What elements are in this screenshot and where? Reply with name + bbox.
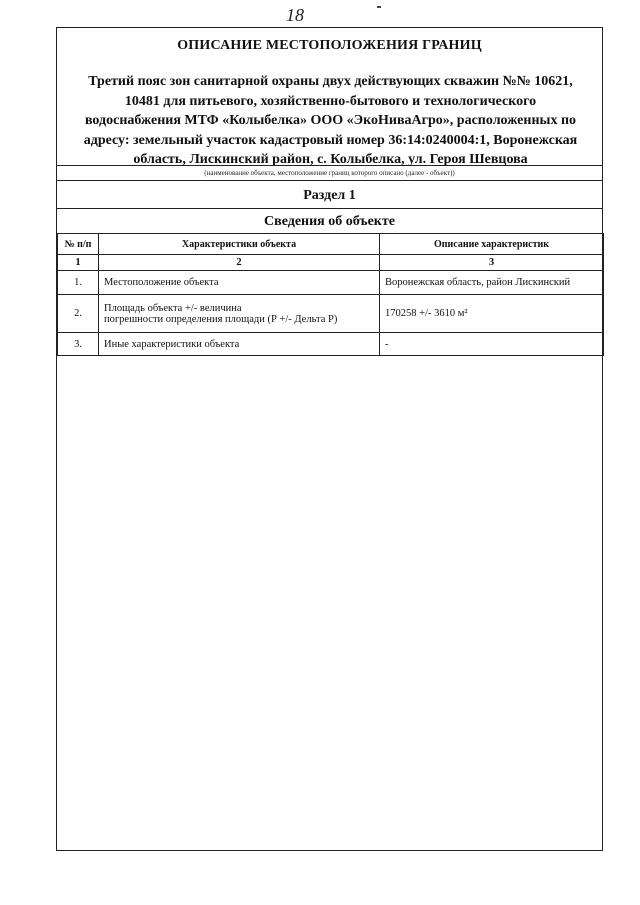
row-number: 1.: [58, 271, 99, 295]
row-characteristic: Иные характеристики объекта: [99, 333, 380, 356]
column-number: 3: [380, 255, 604, 271]
page-number: 18: [286, 5, 304, 25]
row-characteristic-line: погрешности определения площади (Р +/- Дельта Р): [104, 313, 338, 325]
header-number: № п/п: [58, 234, 99, 255]
row-description: 170258 +/- 3610 м²: [380, 295, 604, 333]
object-description-line: адресу: земельный участок кадастровый номер 36:14:0240004:1, Воронежская: [83, 132, 578, 148]
object-description-line: область, Лискинский район, с. Колыбелка, ул. Героя Шевцова: [133, 152, 528, 167]
object-description: [65, 72, 596, 170]
divider: [57, 165, 602, 166]
object-description-line: Третий пояс зон санитарной охраны двух действующих скважин №№ 10621,: [88, 74, 573, 89]
row-characteristic: Местоположение объекта: [99, 271, 380, 295]
header-description: Описание характеристик: [380, 234, 604, 255]
document-title: ОПИСАНИЕ МЕСТОПОЛОЖЕНИЯ ГРАНИЦ: [177, 38, 482, 53]
document-frame: [56, 27, 603, 851]
column-number: 2: [99, 255, 380, 271]
row-description: -: [380, 333, 604, 356]
object-description-line: водоснабжения МТФ «Колыбелка» ООО «ЭкоНиваАгро», расположенных по: [84, 113, 577, 128]
column-number-row: [58, 255, 604, 271]
table-row: [58, 295, 604, 333]
object-description-line: 10481 для питьевого, хозяйственно-бытового и технологического: [124, 93, 537, 109]
table-row: [58, 271, 604, 295]
section-subtitle: Сведения об объекте: [264, 214, 395, 229]
table-header-row: [58, 234, 604, 255]
row-number: 2.: [58, 295, 99, 333]
section-title: Раздел 1: [303, 188, 356, 203]
column-number: 1: [58, 255, 99, 271]
table-row: [58, 333, 604, 356]
scan-mark: [377, 6, 381, 8]
row-characteristic-line: Площадь объекта +/- величина: [104, 302, 242, 314]
row-description: Воронежская область, район Лискинский: [380, 271, 604, 295]
divider: [57, 180, 602, 181]
divider: [57, 208, 602, 209]
header-characteristic: Характеристики объекта: [99, 234, 380, 255]
row-number: 3.: [58, 333, 99, 356]
object-info-table: [57, 233, 604, 356]
row-characteristic: [99, 295, 380, 333]
object-caption: (наименование объекта, местоположение границ которого описано (далее - объект)): [204, 169, 455, 177]
